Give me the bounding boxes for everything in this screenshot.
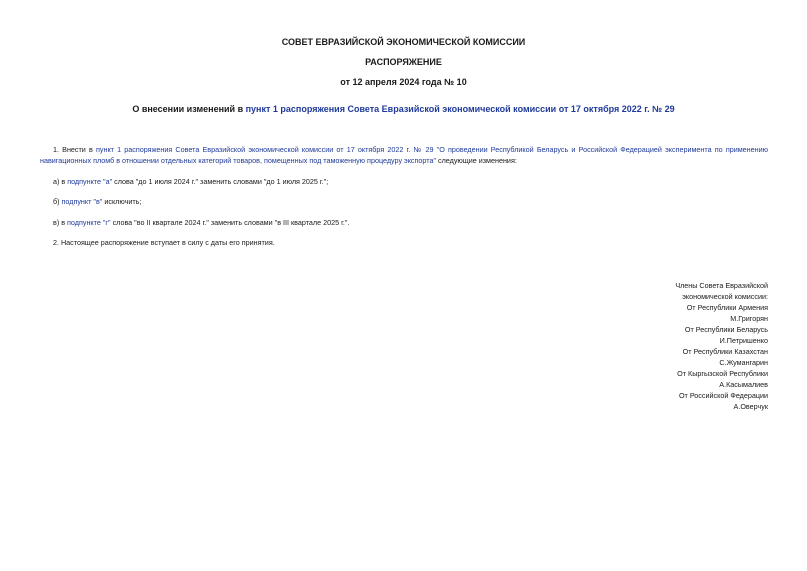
signature-block (548, 280, 768, 412)
paragraph-2b (53, 197, 768, 208)
p1-link[interactable]: пункт 1 распоряжения Совета Евразийской экономической комиссии от 17 октября 2022 г. № 29 "О проведении Республикой Беларусь и Российской Федерацией эксперимента по применению навигационных пломб в отношении отдельных категорий товаров, помещенных под таможенную процедуру экспорта" (40, 145, 768, 165)
p1-prefix: 1. Внести в (53, 145, 96, 154)
p2-link[interactable]: подпункте "а" (67, 177, 113, 186)
signature-line: С.Жумангарин (719, 358, 768, 367)
signature-line: От Российской Федерации (678, 391, 768, 400)
signature-line: От Кыргызской Республики (677, 369, 768, 378)
p1-suffix: следующие изменения: (436, 155, 517, 165)
document-date-number: от 12 апреля 2024 года № 10 (340, 77, 467, 87)
signature-line: От Республики Армения (686, 303, 768, 312)
p3-suffix: исключить; (102, 197, 142, 206)
title-link[interactable]: пункт 1 распоряжения Совета Евразийской экономической комиссии от 17 октября 2022 г. № 29 (245, 104, 675, 114)
signature-line: И.Петришенко (719, 336, 768, 345)
p4-prefix: в) в (53, 218, 68, 227)
signature-line: А.Оверчук (733, 402, 768, 411)
p4-suffix: слова "во II квартале 2024 г." заменить словами "в III квартале 2025 г.". (110, 218, 350, 227)
signature-line: А.Касымалиев (719, 380, 768, 389)
p3-link[interactable]: подпункт "в" (61, 197, 103, 206)
signature-line: экономической комиссии: (682, 292, 768, 301)
paragraph-1 (40, 145, 768, 166)
p2-prefix: а) в (53, 177, 68, 186)
signature-line: От Республики Беларусь (684, 325, 768, 334)
paragraph-2a (53, 177, 768, 188)
title-prefix: О внесении изменений в (132, 104, 246, 114)
p3-prefix: б) (53, 197, 62, 206)
signature-line: Члены Совета Евразийской (675, 281, 768, 290)
p2-suffix: слова "до 1 июля 2024 г." заменить словами "до 1 июля 2025 г."; (112, 177, 329, 186)
document-type: РАСПОРЯЖЕНИЕ (365, 57, 442, 67)
p4-link[interactable]: подпункте "г" (67, 218, 111, 227)
paragraph-3: 2. Настоящее распоряжение вступает в силу с даты его принятия. (53, 238, 275, 247)
organization-heading: СОВЕТ ЕВРАЗИЙСКОЙ ЭКОНОМИЧЕСКОЙ КОМИССИИ (281, 37, 526, 47)
signature-line: М.Григорян (730, 314, 768, 323)
document-title (0, 104, 807, 114)
paragraph-2c (53, 218, 768, 229)
signature-line: От Республики Казахстан (682, 347, 768, 356)
